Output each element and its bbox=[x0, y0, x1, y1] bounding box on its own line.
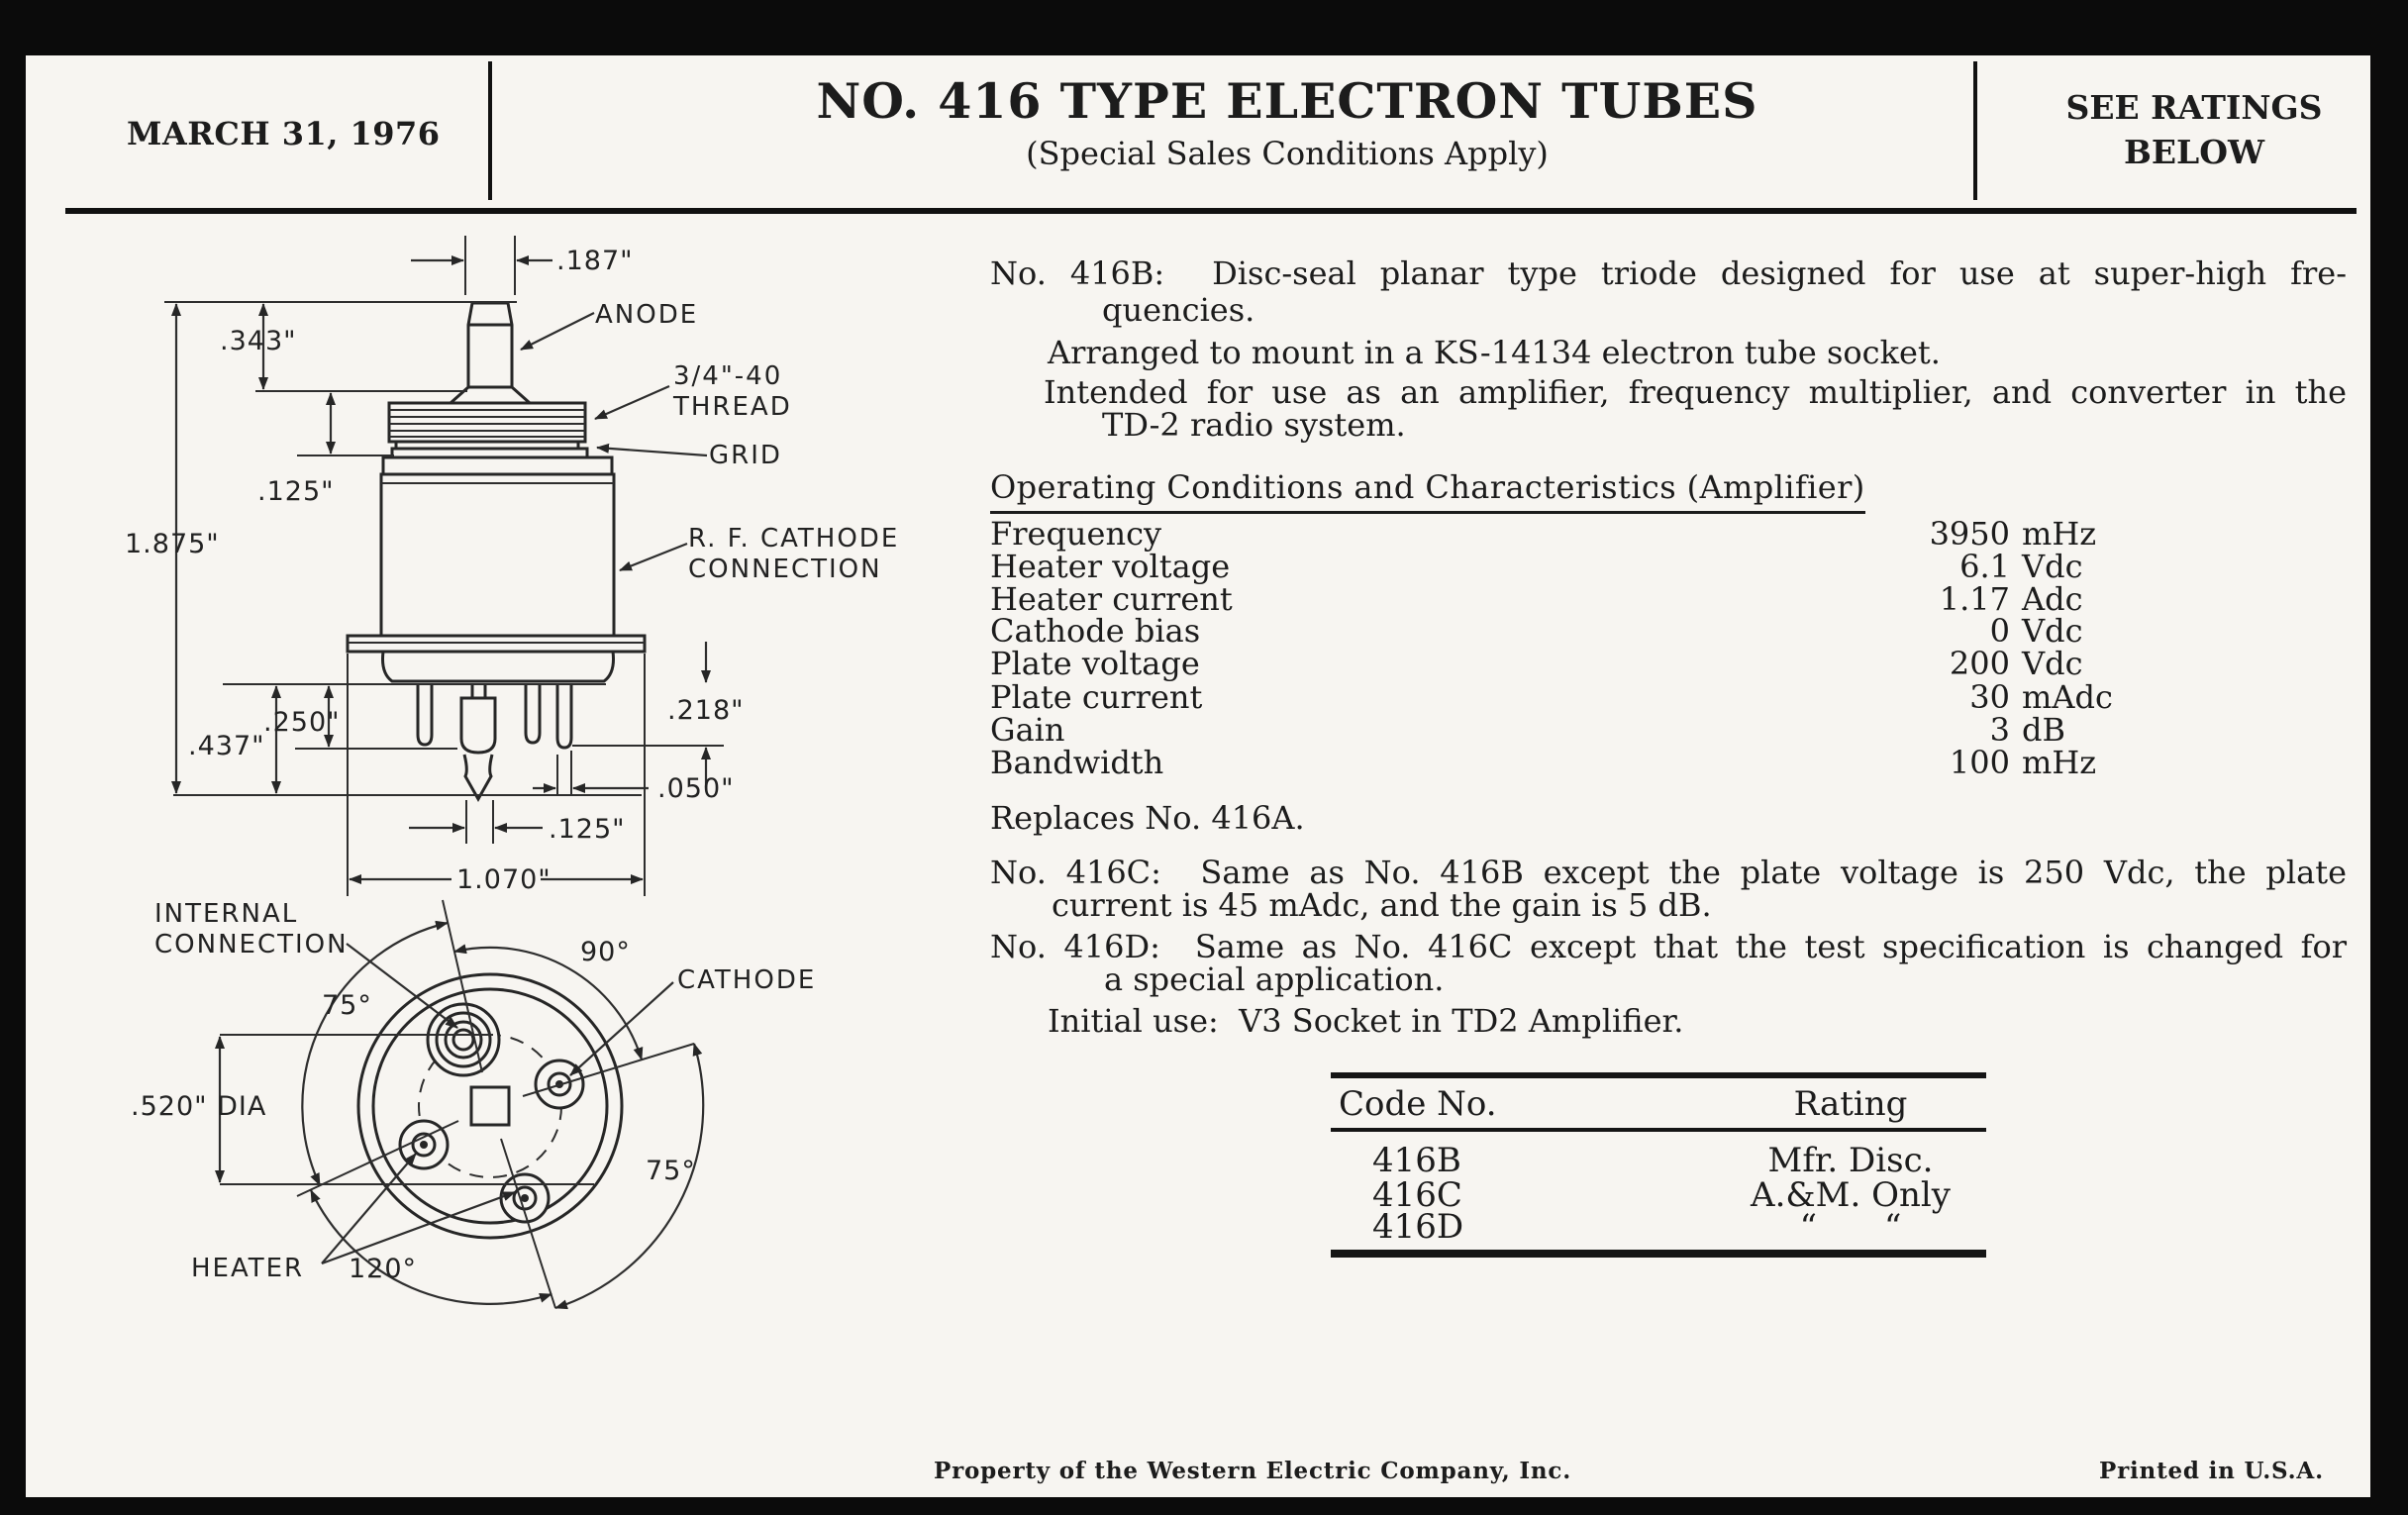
internal-connection-label-line2: CONNECTION bbox=[154, 930, 349, 960]
ratings-note-line1: SEE RATINGS bbox=[2065, 88, 2323, 127]
dim-250: .250" bbox=[263, 707, 341, 738]
op-value: 3950 bbox=[1929, 515, 2010, 553]
op-label: Plate voltage bbox=[990, 645, 1200, 682]
para-arranged: Arranged to mount in a KS-14134 electron tube socket. bbox=[1048, 334, 1941, 371]
ratings-note bbox=[2020, 85, 2368, 174]
heater-label: HEATER bbox=[191, 1254, 305, 1283]
op-label: Heater voltage bbox=[990, 548, 1231, 585]
issue-date: MARCH 31, 1976 bbox=[127, 115, 441, 152]
para-intended-line2: TD-2 radio system. bbox=[1102, 406, 1406, 444]
dim-437: .437" bbox=[188, 731, 265, 761]
cathode-label: CATHODE bbox=[677, 965, 817, 995]
op-label: Plate current bbox=[990, 678, 1203, 716]
angle-90-label: 90° bbox=[580, 937, 631, 967]
para-416c-line1: No. 416C: Same as No. 416B except the plate voltage is 250 Vdc, the plate bbox=[990, 854, 2347, 891]
dim-218: .218" bbox=[667, 695, 745, 726]
op-value: 100 bbox=[1949, 744, 2010, 781]
header-rule bbox=[65, 208, 2357, 214]
thread-label-line1: 3/4"-40 bbox=[673, 361, 783, 391]
dim-1070: 1.070" bbox=[456, 864, 552, 895]
para-416d-line2: a special application. bbox=[1104, 960, 1445, 998]
header-divider-left bbox=[488, 61, 492, 200]
op-value: 6.1 bbox=[1959, 548, 2010, 585]
table-row-code: 416C bbox=[1372, 1175, 1462, 1215]
table-header-rule bbox=[1331, 1128, 1986, 1132]
table-top-border bbox=[1331, 1072, 1986, 1078]
tube-technical-drawing bbox=[59, 228, 951, 1347]
page-title: NO. 416 TYPE ELECTRON TUBES bbox=[816, 72, 1758, 130]
dim-125-upper: .125" bbox=[257, 476, 335, 507]
rf-cathode-label-line2: CONNECTION bbox=[688, 555, 882, 584]
op-unit: mAdc bbox=[2022, 678, 2113, 716]
op-label: Bandwidth bbox=[990, 744, 1164, 781]
dim-187: .187" bbox=[556, 246, 634, 276]
op-unit: Adc bbox=[2022, 580, 2083, 618]
table-header-code: Code No. bbox=[1339, 1084, 1497, 1124]
rating-table bbox=[1331, 1072, 1986, 1261]
tube-side-view-drawing bbox=[348, 303, 645, 799]
op-value: 200 bbox=[1949, 645, 2010, 682]
op-row-plate-voltage bbox=[990, 645, 2109, 682]
title-block bbox=[604, 0, 1970, 172]
tube-base-view-drawing bbox=[131, 899, 816, 1308]
op-unit: Vdc bbox=[2022, 612, 2083, 650]
angle-75-right-label: 75° bbox=[646, 1156, 696, 1186]
table-row-code: 416D bbox=[1372, 1207, 1464, 1247]
table-header-rating: Rating bbox=[1793, 1084, 1908, 1124]
dim-1875: 1.875" bbox=[125, 529, 220, 559]
operating-heading: Operating Conditions and Characteristics (Amplifier) bbox=[990, 468, 1865, 514]
op-label: Gain bbox=[990, 711, 1065, 749]
dim-050: .050" bbox=[657, 773, 735, 804]
replaces-note: Replaces No. 416A. bbox=[990, 799, 1305, 837]
anode-label: ANODE bbox=[595, 300, 699, 330]
internal-connection-label-line1: INTERNAL bbox=[154, 899, 299, 929]
para-416b-line2: quencies. bbox=[1102, 291, 1255, 329]
para-416d-line1: No. 416D: Same as No. 416C except that the test specification is changed for bbox=[990, 928, 2347, 965]
footer-printed-note: Printed in U.S.A. bbox=[2099, 1458, 2324, 1484]
angle-120-label: 120° bbox=[349, 1254, 418, 1284]
table-row-rating: “ “ bbox=[1799, 1207, 1902, 1247]
thread-label-line2: THREAD bbox=[673, 392, 792, 422]
dim-343: .343" bbox=[220, 326, 297, 356]
initial-use-note: Initial use: V3 Socket in TD2 Amplifier. bbox=[1048, 1002, 1684, 1040]
op-label: Heater current bbox=[990, 580, 1233, 618]
grid-label: GRID bbox=[709, 441, 782, 470]
ratings-note-line2: BELOW bbox=[2123, 133, 2265, 171]
dim-520: .520" DIA bbox=[131, 1091, 267, 1122]
para-416c-line2: current is 45 mAdc, and the gain is 5 dB. bbox=[1052, 886, 1712, 924]
op-value: 1.17 bbox=[1939, 580, 2010, 618]
angle-75-left-label: 75° bbox=[322, 990, 372, 1021]
op-label: Cathode bias bbox=[990, 612, 1201, 650]
dim-125-lower: .125" bbox=[549, 814, 626, 845]
table-bottom-border bbox=[1331, 1250, 1986, 1258]
op-value: 30 bbox=[1969, 678, 2010, 716]
rf-cathode-label-line1: R. F. CATHODE bbox=[688, 524, 900, 554]
header-divider-right bbox=[1973, 61, 1977, 200]
para-416b-line1: No. 416B: Disc-seal planar type triode designed for use at super-high fre- bbox=[990, 254, 2347, 292]
op-value: 0 bbox=[1989, 612, 2010, 650]
op-unit: mHz bbox=[2022, 744, 2097, 781]
op-unit: Vdc bbox=[2022, 548, 2083, 585]
op-row-bandwidth bbox=[990, 744, 2109, 781]
op-label: Frequency bbox=[990, 515, 1162, 553]
table-row-rating: A.&M. Only bbox=[1751, 1175, 1951, 1215]
op-value: 3 bbox=[1989, 711, 2010, 749]
table-row-rating: Mfr. Disc. bbox=[1767, 1141, 1934, 1180]
page-subtitle: (Special Sales Conditions Apply) bbox=[1026, 134, 1549, 172]
op-unit: dB bbox=[2022, 711, 2065, 749]
op-unit: Vdc bbox=[2022, 645, 2083, 682]
para-intended-line1: Intended for use as an amplifier, frequency multiplier, and converter in the bbox=[1044, 373, 2347, 411]
op-unit: mHz bbox=[2022, 515, 2097, 553]
footer-property-note: Property of the Western Electric Company, Inc. bbox=[934, 1458, 1572, 1484]
table-row-code: 416B bbox=[1372, 1141, 1461, 1180]
